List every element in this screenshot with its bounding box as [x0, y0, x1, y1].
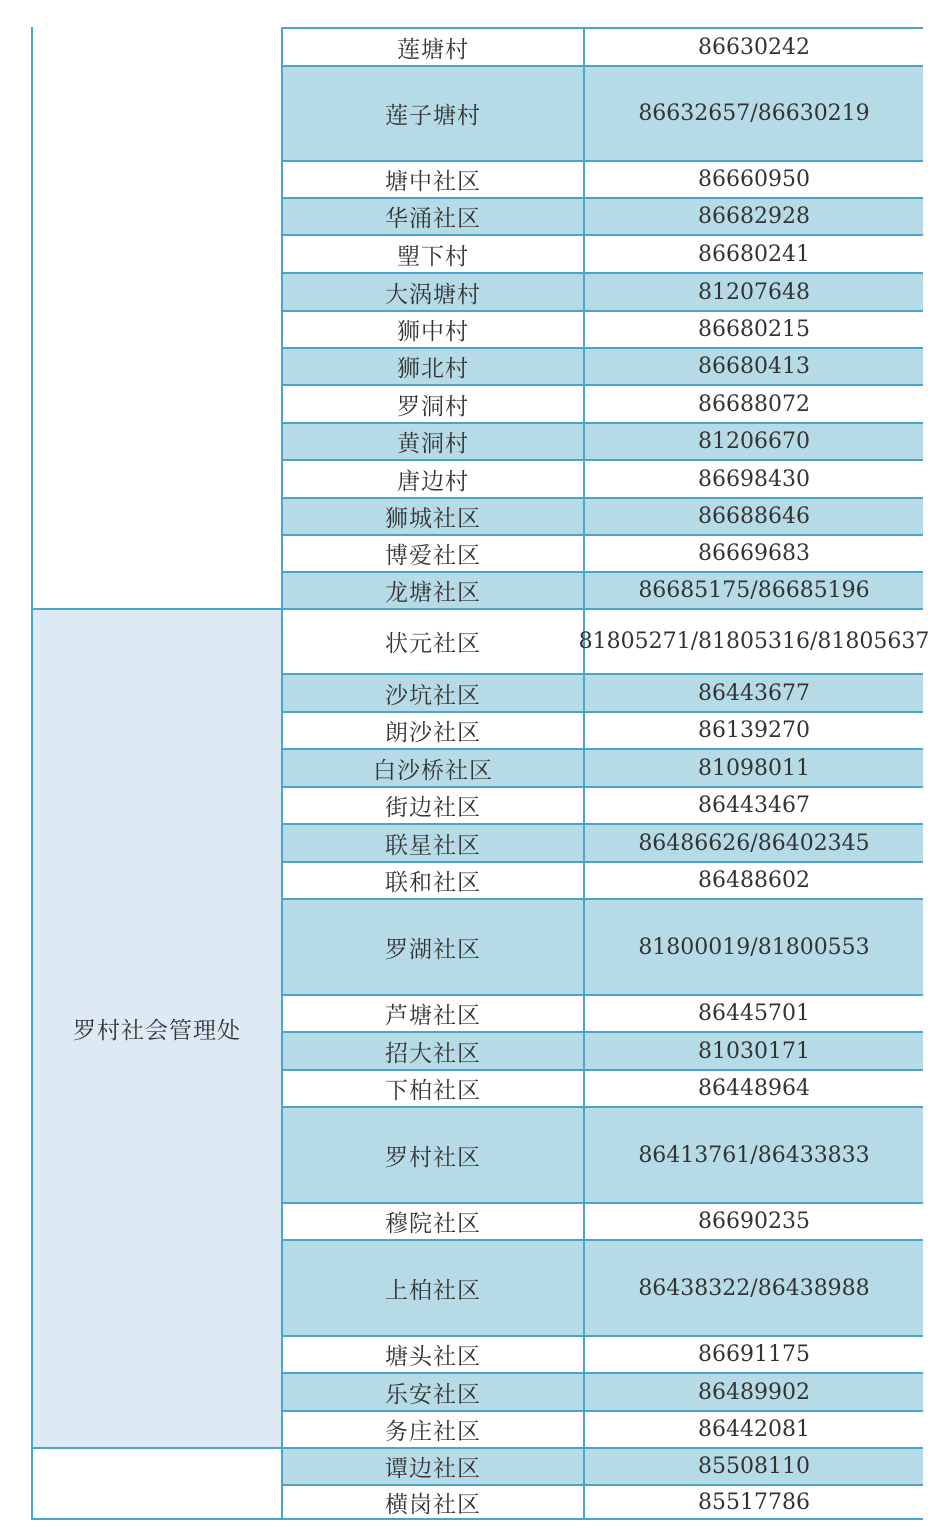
community-name: 穆院社区: [283, 1204, 585, 1239]
district-label: 罗村社会管理处: [73, 1018, 241, 1044]
community-name: 乐安社区: [283, 1374, 585, 1410]
table-row: [283, 497, 923, 534]
contact-table: [31, 27, 930, 1520]
phone-number: 86486626/86402345: [638, 830, 870, 856]
phone-number: 81206670: [698, 429, 810, 454]
community-name: 塘头社区: [283, 1337, 585, 1372]
table-row: [283, 823, 923, 861]
community-name: 莲子塘村: [283, 67, 585, 160]
community-name: 唐边村: [283, 461, 585, 497]
table-row: [283, 1484, 923, 1518]
phone-number: 86488602: [698, 868, 810, 893]
phone-number: 86443677: [698, 680, 810, 706]
community-name: 联和社区: [283, 863, 585, 898]
table-row: [283, 994, 923, 1031]
community-name: 朢下村: [283, 236, 585, 272]
phone-number: 86139270: [698, 718, 810, 743]
table-row: [283, 27, 923, 65]
table-row: [283, 1335, 923, 1372]
table-row: [283, 1239, 923, 1335]
community-name: 博爱社区: [283, 536, 585, 571]
table-row: [283, 711, 923, 748]
table-row: [283, 1410, 923, 1447]
phone-number: 86690235: [698, 1209, 810, 1234]
table-row: [283, 673, 923, 711]
phone-number: 86685175/86685196: [638, 578, 870, 603]
community-name: 狮中村: [283, 312, 585, 347]
district-group: [33, 608, 283, 1447]
phone-number: 85508110: [698, 1454, 810, 1479]
phone-number: 86688646: [698, 504, 810, 529]
table-row: [283, 571, 923, 608]
table-row: [283, 786, 923, 823]
phone-number: 81805271/81805316/81805637: [578, 629, 930, 654]
community-name: 华涌社区: [283, 199, 585, 234]
community-name: 莲塘村: [283, 29, 585, 65]
phone-number: 86448964: [698, 1076, 810, 1101]
community-name: 罗洞村: [283, 386, 585, 422]
phone-number: 81030171: [698, 1038, 810, 1064]
community-name: 黄洞村: [283, 424, 585, 459]
table-row: [283, 160, 923, 197]
phone-number: 86632657/86630219: [638, 101, 870, 126]
community-name: 下柏社区: [283, 1071, 585, 1106]
community-name: 大涡塘村: [283, 274, 585, 310]
phone-number: 86438322/86438988: [638, 1275, 870, 1301]
community-name: 街边社区: [283, 788, 585, 823]
phone-number: 86680241: [698, 241, 810, 267]
phone-number: 86669683: [698, 541, 810, 566]
phone-number: 86680215: [698, 317, 810, 342]
phone-number: 86413761/86433833: [638, 1142, 870, 1168]
table-row: [283, 65, 923, 160]
table-row: [283, 1447, 923, 1484]
phone-number: 86698430: [698, 466, 810, 492]
phone-number: 85517786: [698, 1489, 810, 1515]
community-name: 狮北村: [283, 349, 585, 384]
community-name: 塘中社区: [283, 162, 585, 197]
community-name: 横岗社区: [283, 1486, 585, 1518]
phone-number: 81800019/81800553: [638, 934, 870, 960]
community-name: 谭边社区: [283, 1449, 585, 1484]
district-group: [33, 27, 283, 608]
phone-number: 86630242: [698, 34, 810, 60]
community-name: 狮城社区: [283, 499, 585, 534]
phone-number: 86660950: [698, 167, 810, 192]
phone-number: 86442081: [698, 1417, 810, 1442]
community-name: 龙塘社区: [283, 573, 585, 608]
phone-number: 86443467: [698, 793, 810, 818]
table-row: [283, 1202, 923, 1239]
community-name: 朗沙社区: [283, 713, 585, 748]
table-row: [283, 534, 923, 571]
community-name: 罗湖社区: [283, 900, 585, 994]
table-row: [283, 422, 923, 459]
table-row: [283, 347, 923, 384]
phone-number: 81207648: [698, 279, 810, 305]
table-row: [283, 898, 923, 994]
table-row: [283, 1372, 923, 1410]
table-row: [283, 861, 923, 898]
phone-number: 86688072: [698, 391, 810, 417]
phone-number: 86489902: [698, 1379, 810, 1405]
community-name: 招大社区: [283, 1033, 585, 1069]
table-row: [283, 197, 923, 234]
community-name: 罗村社区: [283, 1108, 585, 1202]
table-row: [283, 1031, 923, 1069]
community-name: 务庄社区: [283, 1412, 585, 1447]
table-row: [283, 748, 923, 786]
community-name: 上柏社区: [283, 1241, 585, 1335]
district-group: [33, 1447, 283, 1518]
community-name: 白沙桥社区: [283, 750, 585, 786]
table-row: [283, 384, 923, 422]
table-row: [283, 608, 930, 673]
phone-number: 86445701: [698, 1001, 810, 1026]
table-row: [283, 272, 923, 310]
community-name: 联星社区: [283, 825, 585, 861]
phone-number: 81098011: [698, 755, 810, 781]
community-name: 状元社区: [283, 610, 585, 673]
phone-number: 86682928: [698, 204, 810, 229]
phone-number: 86691175: [698, 1342, 810, 1367]
table-row: [283, 1106, 923, 1202]
table-row: [283, 459, 923, 497]
community-name: 沙坑社区: [283, 675, 585, 711]
table-row: [283, 234, 923, 272]
community-name: 芦塘社区: [283, 996, 585, 1031]
table-row: [283, 1069, 923, 1106]
phone-number: 86680413: [698, 354, 810, 379]
table-row: [283, 310, 923, 347]
